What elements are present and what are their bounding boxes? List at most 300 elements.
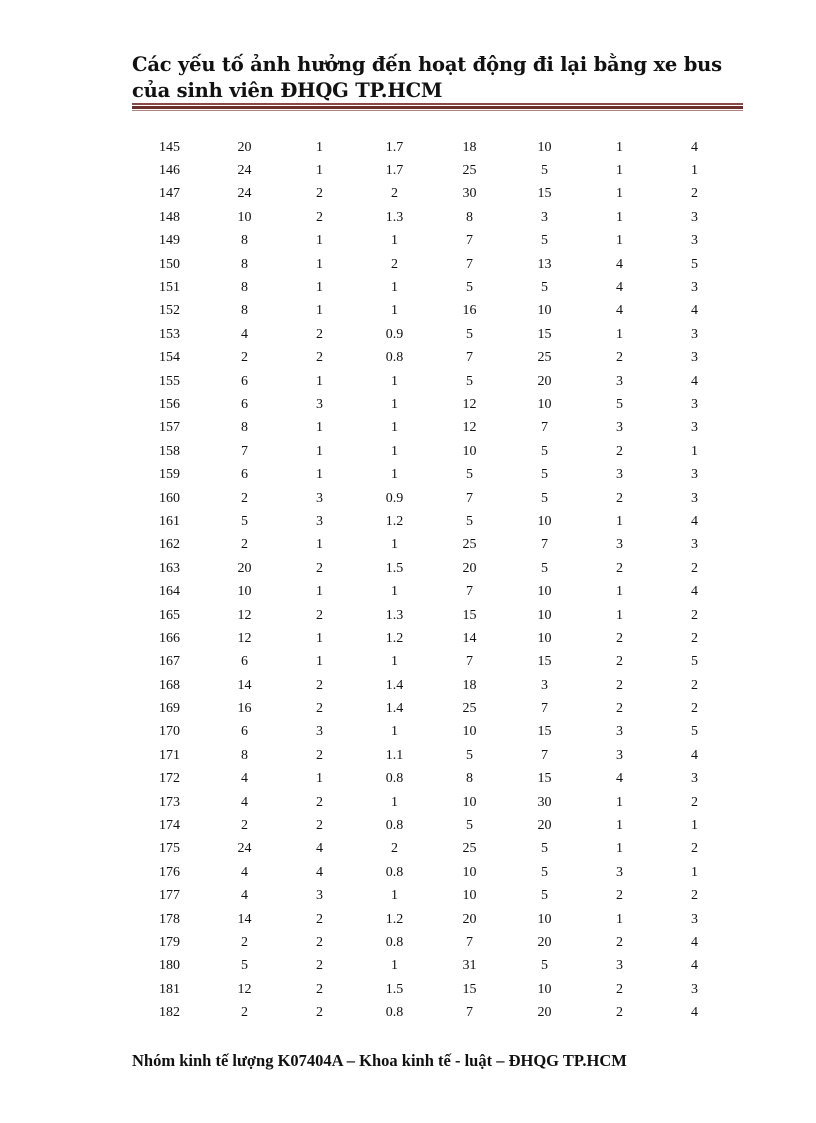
table-cell: 14 (237, 911, 252, 927)
table-cell: 7 (466, 654, 473, 670)
table-cell: 7 (541, 420, 548, 436)
table-cell: 4 (241, 794, 248, 810)
table-cell: 151 (159, 280, 180, 296)
table-row (132, 370, 732, 393)
table-cell: 5 (541, 163, 548, 179)
table-cell: 5 (466, 280, 473, 296)
table-cell: 2 (316, 794, 323, 810)
table-cell: 149 (159, 233, 180, 249)
table-cell: 7 (466, 256, 473, 272)
table-cell: 2 (241, 934, 248, 950)
table-cell: 1 (616, 911, 623, 927)
table-cell: 161 (159, 513, 180, 529)
table-cell: 3 (691, 537, 698, 553)
table-cell: 4 (316, 864, 323, 880)
table-cell: 152 (159, 303, 180, 319)
table-cell: 6 (241, 724, 248, 740)
table-cell: 1 (391, 724, 398, 740)
table-cell: 4 (316, 841, 323, 857)
table-cell: 5 (541, 841, 548, 857)
table-row (132, 487, 732, 510)
table-cell: 3 (691, 280, 698, 296)
table-cell: 1 (316, 233, 323, 249)
table-cell: 20 (462, 911, 477, 927)
table-row (132, 159, 732, 182)
table-cell: 8 (241, 233, 248, 249)
table-cell: 1 (616, 233, 623, 249)
table-cell: 1 (391, 467, 398, 483)
table-cell: 1.7 (385, 139, 404, 155)
table-cell: 3 (691, 981, 698, 997)
table-cell: 15 (537, 326, 552, 342)
table-cell: 4 (691, 303, 698, 319)
table-cell: 5 (691, 654, 698, 670)
table-cell: 1 (391, 396, 398, 412)
table-cell: 157 (159, 420, 180, 436)
table-cell: 1.5 (385, 560, 404, 576)
table-cell: 5 (541, 490, 548, 506)
table-cell: 16 (462, 303, 477, 319)
table-cell: 5 (466, 747, 473, 763)
table-cell: 3 (316, 724, 323, 740)
table-cell: 8 (241, 303, 248, 319)
table-cell: 5 (541, 958, 548, 974)
table-cell: 7 (466, 350, 473, 366)
table-cell: 0.8 (385, 771, 404, 787)
table-cell: 4 (241, 864, 248, 880)
table-cell: 2 (316, 209, 323, 225)
table-cell: 1 (391, 280, 398, 296)
table-cell: 12 (462, 420, 477, 436)
table-cell: 10 (537, 630, 552, 646)
table-cell: 3 (616, 747, 623, 763)
table-row (132, 721, 732, 744)
table-cell: 4 (616, 771, 623, 787)
table-cell: 1 (616, 139, 623, 155)
table-row (132, 534, 732, 557)
table-cell: 167 (159, 654, 180, 670)
table-cell: 4 (616, 256, 623, 272)
table-cell: 165 (159, 607, 180, 623)
table-cell: 8 (241, 747, 248, 763)
table-cell: 10 (462, 724, 477, 740)
table-cell: 1 (391, 584, 398, 600)
table-cell: 4 (691, 1005, 698, 1021)
table-cell: 20 (537, 934, 552, 950)
table-cell: 1 (391, 443, 398, 459)
table-cell: 177 (159, 888, 180, 904)
table-cell: 1 (316, 443, 323, 459)
table-cell: 182 (159, 1005, 180, 1021)
table-cell: 1 (391, 373, 398, 389)
table-cell: 2 (616, 1005, 623, 1021)
table-row (132, 861, 732, 884)
table-cell: 4 (691, 747, 698, 763)
table-cell: 1 (316, 303, 323, 319)
table-cell: 1.3 (385, 209, 404, 225)
table-cell: 3 (691, 771, 698, 787)
table-cell: 171 (159, 747, 180, 763)
table-row (132, 230, 732, 253)
table-row (132, 814, 732, 837)
table-cell: 25 (462, 163, 477, 179)
table-cell: 168 (159, 677, 180, 693)
table-cell: 3 (316, 490, 323, 506)
table-cell: 164 (159, 584, 180, 600)
table-row (132, 978, 732, 1001)
table-cell: 178 (159, 911, 180, 927)
table-cell: 20 (237, 560, 252, 576)
table-cell: 15 (462, 607, 477, 623)
table-cell: 10 (537, 139, 552, 155)
table-cell: 7 (466, 934, 473, 950)
table-cell: 166 (159, 630, 180, 646)
table-cell: 30 (537, 794, 552, 810)
table-cell: 20 (537, 818, 552, 834)
table-cell: 5 (466, 818, 473, 834)
table-row (132, 885, 732, 908)
table-cell: 2 (691, 607, 698, 623)
table-cell: 146 (159, 163, 180, 179)
table-cell: 1 (391, 420, 398, 436)
table-cell: 4 (241, 771, 248, 787)
table-cell: 1.2 (385, 630, 404, 646)
table-cell: 3 (616, 864, 623, 880)
table-row (132, 604, 732, 627)
table-cell: 24 (237, 186, 252, 202)
table-cell: 2 (316, 818, 323, 834)
table-cell: 1 (316, 467, 323, 483)
table-cell: 3 (691, 420, 698, 436)
table-cell: 2 (691, 630, 698, 646)
table-cell: 2 (691, 888, 698, 904)
table-cell: 1 (391, 303, 398, 319)
table-cell: 10 (462, 443, 477, 459)
table-cell: 2 (391, 186, 398, 202)
table-cell: 4 (616, 280, 623, 296)
table-cell: 10 (237, 209, 252, 225)
table-cell: 12 (237, 630, 252, 646)
table-cell: 4 (691, 584, 698, 600)
table-row (132, 183, 732, 206)
table-cell: 30 (462, 186, 477, 202)
table-cell: 181 (159, 981, 180, 997)
table-cell: 7 (466, 233, 473, 249)
table-cell: 2 (316, 186, 323, 202)
table-cell: 0.8 (385, 864, 404, 880)
table-cell: 1.4 (385, 701, 404, 717)
table-row (132, 393, 732, 416)
table-cell: 7 (541, 701, 548, 717)
table-cell: 5 (541, 467, 548, 483)
table-cell: 5 (541, 560, 548, 576)
table-cell: 169 (159, 701, 180, 717)
table-cell: 1.7 (385, 163, 404, 179)
table-cell: 16 (237, 701, 252, 717)
table-cell: 1 (391, 537, 398, 553)
table-cell: 5 (241, 513, 248, 529)
table-cell: 5 (466, 467, 473, 483)
table-cell: 3 (316, 396, 323, 412)
table-cell: 0.8 (385, 934, 404, 950)
table-row (132, 1001, 732, 1024)
table-cell: 8 (466, 209, 473, 225)
table-cell: 2 (241, 818, 248, 834)
table-cell: 25 (462, 841, 477, 857)
table-cell: 2 (316, 1005, 323, 1021)
table-cell: 173 (159, 794, 180, 810)
table-cell: 1 (616, 326, 623, 342)
table-cell: 10 (462, 888, 477, 904)
table-cell: 15 (537, 724, 552, 740)
table-cell: 1 (316, 373, 323, 389)
table-cell: 24 (237, 163, 252, 179)
page-title: Các yếu tố ảnh hưởng đến hoạt động đi lại bằng xe bus của sinh viên ĐHQG TP.HCM (132, 53, 722, 102)
table-cell: 5 (616, 396, 623, 412)
table-cell: 24 (237, 841, 252, 857)
table-cell: 159 (159, 467, 180, 483)
table-cell: 20 (537, 373, 552, 389)
table-row (132, 674, 732, 697)
table-cell: 7 (541, 747, 548, 763)
table-cell: 4 (241, 888, 248, 904)
table-cell: 10 (462, 794, 477, 810)
table-cell: 170 (159, 724, 180, 740)
table-row (132, 768, 732, 791)
table-cell: 1 (691, 864, 698, 880)
table-cell: 20 (237, 139, 252, 155)
table-cell: 14 (462, 630, 477, 646)
table-cell: 2 (616, 630, 623, 646)
table-cell: 7 (466, 584, 473, 600)
table-cell: 5 (541, 864, 548, 880)
table-cell: 15 (537, 654, 552, 670)
table-cell: 150 (159, 256, 180, 272)
table-cell: 5 (541, 443, 548, 459)
table-row (132, 744, 732, 767)
table-cell: 2 (616, 677, 623, 693)
table-cell: 155 (159, 373, 180, 389)
table-cell: 1.2 (385, 513, 404, 529)
table-cell: 154 (159, 350, 180, 366)
table-cell: 6 (241, 467, 248, 483)
table-cell: 8 (241, 420, 248, 436)
table-cell: 1 (316, 420, 323, 436)
table-cell: 3 (616, 958, 623, 974)
table-cell: 2 (616, 981, 623, 997)
table-cell: 15 (537, 186, 552, 202)
table-cell: 1.2 (385, 911, 404, 927)
table-cell: 2 (616, 443, 623, 459)
table-cell: 10 (537, 303, 552, 319)
table-row (132, 323, 732, 346)
table-cell: 2 (691, 794, 698, 810)
table-cell: 25 (462, 701, 477, 717)
table-cell: 13 (537, 256, 552, 272)
table-cell: 1 (391, 958, 398, 974)
table-cell: 1 (391, 233, 398, 249)
table-row (132, 347, 732, 370)
table-cell: 15 (537, 771, 552, 787)
table-cell: 0.9 (385, 326, 404, 342)
table-cell: 10 (237, 584, 252, 600)
table-cell: 1 (691, 818, 698, 834)
table-cell: 2 (316, 560, 323, 576)
table-cell: 4 (691, 513, 698, 529)
table-cell: 1.3 (385, 607, 404, 623)
table-cell: 6 (241, 373, 248, 389)
table-cell: 20 (537, 1005, 552, 1021)
table-cell: 5 (541, 888, 548, 904)
table-cell: 4 (241, 326, 248, 342)
table-cell: 3 (616, 467, 623, 483)
table-cell: 3 (541, 677, 548, 693)
table-cell: 176 (159, 864, 180, 880)
table-row (132, 838, 732, 861)
table-cell: 1 (616, 186, 623, 202)
table-cell: 5 (466, 373, 473, 389)
table-row (132, 276, 732, 299)
table-cell: 3 (691, 209, 698, 225)
table-cell: 3 (691, 350, 698, 366)
table-cell: 1.4 (385, 677, 404, 693)
table-cell: 7 (241, 443, 248, 459)
table-cell: 10 (462, 864, 477, 880)
table-cell: 8 (466, 771, 473, 787)
table-cell: 7 (466, 490, 473, 506)
table-row (132, 931, 732, 954)
table-cell: 3 (541, 209, 548, 225)
table-cell: 2 (316, 981, 323, 997)
table-cell: 2 (616, 350, 623, 366)
data-table (132, 136, 732, 1025)
table-cell: 5 (691, 256, 698, 272)
table-row (132, 253, 732, 276)
table-cell: 2 (316, 350, 323, 366)
table-cell: 4 (691, 958, 698, 974)
table-row (132, 557, 732, 580)
table-cell: 1 (616, 607, 623, 623)
table-cell: 6 (241, 396, 248, 412)
table-cell: 3 (616, 420, 623, 436)
header-divider (132, 103, 743, 112)
table-cell: 5 (541, 280, 548, 296)
table-cell: 3 (691, 490, 698, 506)
table-cell: 175 (159, 841, 180, 857)
table-cell: 1 (316, 280, 323, 296)
table-cell: 1 (316, 139, 323, 155)
table-cell: 12 (237, 981, 252, 997)
table-row (132, 510, 732, 533)
table-row (132, 300, 732, 323)
table-cell: 2 (691, 186, 698, 202)
table-cell: 1 (316, 584, 323, 600)
table-cell: 2 (316, 911, 323, 927)
data-table-body (132, 136, 732, 1025)
table-cell: 180 (159, 958, 180, 974)
table-cell: 2 (316, 326, 323, 342)
table-cell: 31 (462, 958, 477, 974)
table-row (132, 908, 732, 931)
table-cell: 1 (616, 209, 623, 225)
table-cell: 2 (241, 350, 248, 366)
table-cell: 0.9 (385, 490, 404, 506)
table-cell: 163 (159, 560, 180, 576)
table-cell: 1 (316, 163, 323, 179)
table-row (132, 955, 732, 978)
table-cell: 5 (466, 326, 473, 342)
table-cell: 2 (391, 256, 398, 272)
page-footer: Nhóm kinh tế lượng K07404A – Khoa kinh tế - luật – ĐHQG TP.HCM (132, 1051, 627, 1070)
table-cell: 153 (159, 326, 180, 342)
table-cell: 3 (691, 396, 698, 412)
table-cell: 158 (159, 443, 180, 459)
table-cell: 0.8 (385, 818, 404, 834)
table-row (132, 651, 732, 674)
table-cell: 1 (616, 584, 623, 600)
table-cell: 1 (616, 794, 623, 810)
table-cell: 5 (241, 958, 248, 974)
table-cell: 3 (691, 326, 698, 342)
table-cell: 1 (691, 443, 698, 459)
table-row (132, 627, 732, 650)
table-cell: 1 (316, 654, 323, 670)
table-cell: 2 (316, 934, 323, 950)
table-cell: 2 (316, 747, 323, 763)
table-cell: 3 (691, 911, 698, 927)
table-cell: 18 (462, 139, 477, 155)
table-cell: 3 (616, 537, 623, 553)
table-cell: 172 (159, 771, 180, 787)
table-cell: 160 (159, 490, 180, 506)
table-cell: 3 (691, 233, 698, 249)
table-cell: 10 (537, 911, 552, 927)
table-cell: 1 (391, 654, 398, 670)
table-cell: 1 (316, 630, 323, 646)
table-cell: 3 (616, 373, 623, 389)
table-cell: 3 (616, 724, 623, 740)
table-cell: 0.8 (385, 350, 404, 366)
table-cell: 2 (616, 701, 623, 717)
table-cell: 145 (159, 139, 180, 155)
table-cell: 2 (316, 958, 323, 974)
table-row (132, 697, 732, 720)
table-cell: 1 (616, 841, 623, 857)
table-cell: 8 (241, 280, 248, 296)
table-cell: 3 (691, 467, 698, 483)
table-cell: 7 (466, 1005, 473, 1021)
table-row (132, 417, 732, 440)
table-cell: 2 (316, 677, 323, 693)
table-cell: 2 (691, 841, 698, 857)
table-cell: 2 (241, 1005, 248, 1021)
table-cell: 12 (237, 607, 252, 623)
table-cell: 1 (316, 537, 323, 553)
table-cell: 2 (691, 701, 698, 717)
table-cell: 2 (241, 490, 248, 506)
table-cell: 1 (391, 794, 398, 810)
table-cell: 25 (462, 537, 477, 553)
table-cell: 1 (391, 888, 398, 904)
table-cell: 2 (316, 701, 323, 717)
table-cell: 1 (616, 163, 623, 179)
table-cell: 10 (537, 513, 552, 529)
table-cell: 10 (537, 396, 552, 412)
table-cell: 15 (462, 981, 477, 997)
table-cell: 174 (159, 818, 180, 834)
table-row (132, 206, 732, 229)
table-cell: 2 (691, 677, 698, 693)
